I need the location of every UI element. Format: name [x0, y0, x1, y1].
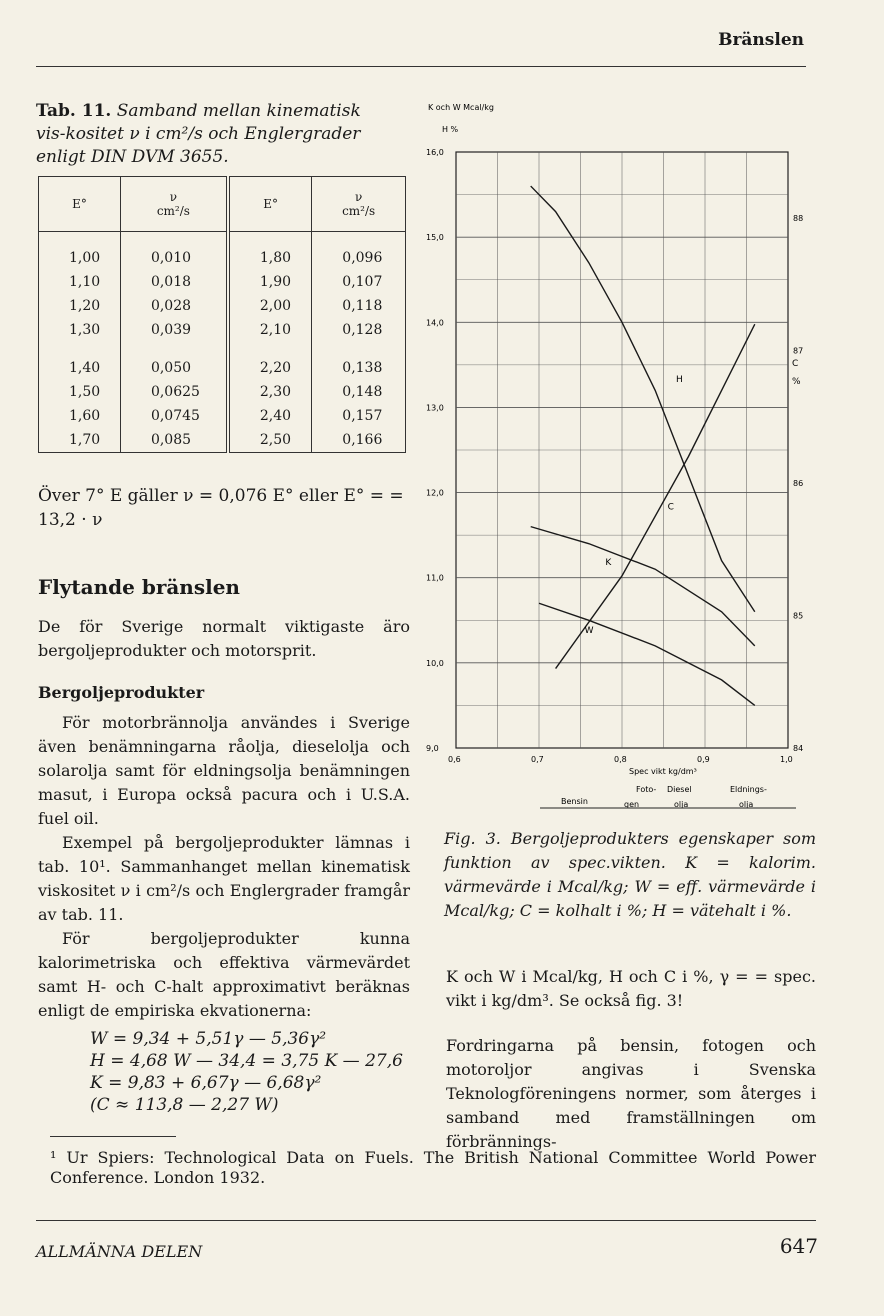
x-axis-label: Spec vikt kg/dm³ — [629, 767, 697, 776]
subsection-title: Bergoljeprodukter — [38, 683, 205, 702]
y2-tick-label: 87 — [793, 346, 804, 356]
table-cell: 0,166 — [312, 428, 406, 453]
y-tick-label: 10,0 — [426, 658, 444, 668]
table-cell: 1,90 — [228, 270, 312, 294]
table-title — [36, 100, 404, 169]
paragraph-3: För bergoljeprodukter kunna kalorimetriska och effektiva värmevärdet samt H- och C-halt approximativt beräknas enligt de empiriska ekvationerna: — [38, 929, 410, 1020]
right-paragraph-1: K och W i Mcal/kg, H och C i %, γ = = spec. vikt i kg/dm³. Se också fig. 3! — [446, 967, 816, 1010]
table-cell: 1,70 — [69, 432, 101, 448]
y2-tick-label: 88 — [793, 214, 804, 224]
table-cell: 0,039 — [120, 318, 227, 342]
page-number: 647 — [779, 1234, 818, 1258]
table-row — [39, 270, 406, 294]
col-header-E2: E° — [228, 177, 312, 232]
table-cell: 2,10 — [228, 318, 312, 342]
table-cell: 0,096 — [312, 232, 406, 271]
x-tick-label: 0,7 — [531, 755, 544, 764]
y-tick-label: 11,0 — [426, 573, 444, 583]
y2-axis-label-2: % — [792, 377, 801, 387]
table-header-row — [39, 177, 406, 232]
fuel-label-eldning-1: Eldnings- — [730, 785, 767, 794]
section-title: Flytande bränslen — [38, 575, 240, 599]
col-header-v: ν cm²/s — [120, 177, 227, 232]
table-cell: 0,085 — [120, 428, 227, 453]
y2-axis-label-1: C — [792, 359, 799, 369]
conversion-note: Över 7° E gäller ν = 0,076 E° eller E° = = 13,2 · ν — [38, 486, 404, 530]
y2-tick-label: 86 — [793, 479, 804, 489]
footer-rule — [36, 1220, 816, 1221]
equation: K = 9,83 + 6,67γ — 6,68γ² — [90, 1073, 322, 1093]
table-cell: 2,00 — [228, 294, 312, 318]
table-cell: 0,010 — [120, 232, 227, 271]
paragraph-2: Exempel på bergoljeprodukter lämnas i tab. 10¹. Sammanhanget mellan kinematisk viskositet ν i cm²/s och Englergrader framgår av tab. 11. — [38, 833, 410, 924]
y2-tick-label: 85 — [793, 611, 804, 621]
y-tick-label: 15,0 — [426, 233, 444, 243]
footer-section: ALLMÄNNA DELEN — [36, 1242, 203, 1261]
header-rule — [36, 66, 806, 67]
series-C-line — [556, 324, 755, 668]
table-cell: 0,050 — [120, 342, 227, 380]
footnote: ¹ Ur Spiers: Technological Data on Fuels. The British National Committee World Power Conference. London 1932. — [50, 1148, 816, 1187]
series-K-label: K — [605, 557, 612, 568]
col-header-v2: ν cm²/s — [312, 177, 406, 232]
x-tick-label: 0,8 — [614, 755, 627, 764]
table-cell: 1,50 — [69, 384, 101, 400]
series-H-line — [531, 186, 755, 612]
fuel-label-eldning-2: olja — [739, 800, 754, 809]
table-cell: 0,0625 — [120, 380, 227, 404]
y-tick-label: 14,0 — [426, 318, 444, 328]
table-cell: 0,018 — [120, 270, 227, 294]
table-row — [39, 232, 406, 271]
fuel-label-fotogen-2: gen — [624, 800, 640, 809]
equation: (C ≈ 113,8 — 2,27 W) — [90, 1095, 279, 1115]
fuel-label-bensin: Bensin — [561, 797, 588, 806]
table-row — [39, 294, 406, 318]
y-axis-label-2: H % — [442, 125, 459, 134]
col-header-E: E° — [39, 177, 121, 232]
equation: W = 9,34 + 5,51γ — 5,36γ² — [90, 1029, 327, 1049]
table-cell: 1,80 — [228, 232, 312, 271]
table-cell: 0,157 — [312, 404, 406, 428]
x-tick-label: 0,9 — [697, 755, 710, 764]
y-axis-label-1: K och W Mcal/kg — [428, 103, 494, 112]
y-tick-label: 12,0 — [426, 488, 444, 498]
table-cell: 1,30 — [69, 322, 101, 338]
table-caption: Samband mellan kinematisk vis‑kositet ν i cm²/s och Englergrader enligt DIN DVM 3655. — [36, 101, 361, 167]
y2-tick-label: 84 — [793, 744, 804, 753]
table-cell: 0,138 — [312, 342, 406, 380]
table-cell: 2,20 — [228, 342, 312, 380]
series-C-label: C — [667, 502, 674, 513]
fuel-properties-chart — [424, 96, 816, 820]
table-cell: 2,40 — [228, 404, 312, 428]
table-cell: 1,60 — [69, 408, 101, 424]
series-H-label: H — [675, 374, 683, 385]
figure-caption: Fig. 3. Bergoljeprodukters egenskaper som funktion av spec.vikten. K = kalorim. värmevärde i Mcal/kg; W = eff. värmevärde i Mcal/kg; C = kolhalt i %; H = vätehalt i %. — [444, 829, 816, 920]
series-W-line — [539, 603, 755, 705]
x-tick-label: 1,0 — [780, 755, 793, 764]
intro-paragraph: De för Sverige normalt viktigaste äro bergoljeprodukter och motorsprit. — [38, 617, 410, 660]
footnote-rule — [50, 1136, 176, 1137]
table-cell: 0,148 — [312, 380, 406, 404]
table-row — [39, 318, 406, 342]
y-tick-label: 9,0 — [426, 744, 439, 753]
x-tick-label: 0,6 — [448, 755, 461, 764]
running-header: Bränslen — [718, 30, 804, 50]
table-cell: 1,00 — [69, 250, 101, 266]
table-cell: 2,50 — [228, 428, 312, 453]
table-row — [39, 428, 406, 453]
table-cell: 1,40 — [69, 360, 101, 376]
y-tick-label: 16,0 — [426, 148, 444, 157]
table-cell: 0,128 — [312, 318, 406, 342]
table-cell: 0,118 — [312, 294, 406, 318]
series-K-line — [531, 527, 755, 646]
fuel-label-diesel-2: olja — [674, 800, 689, 809]
table-row — [39, 380, 406, 404]
table-cell: 1,20 — [69, 298, 101, 314]
table-row — [39, 404, 406, 428]
table-row — [39, 342, 406, 380]
viscosity-table — [38, 176, 406, 453]
y-tick-label: 13,0 — [426, 403, 444, 413]
table-cell: 0,028 — [120, 294, 227, 318]
right-paragraph-2: Fordringarna på bensin, fotogen och motoroljor angivas i Svenska Teknologföreningens normer, som återges i samband med framställningen om förbrännings- — [446, 1036, 816, 1151]
table-label: Tab. 11. — [36, 101, 112, 121]
fuel-label-diesel-1: Diesel — [667, 785, 692, 794]
table-cell: 0,107 — [312, 270, 406, 294]
fuel-label-fotogen-1: Foto- — [636, 785, 657, 794]
series-W-label: W — [584, 626, 594, 637]
table-cell: 1,10 — [69, 274, 101, 290]
equation: H = 4,68 W — 34,4 = 3,75 K — 27,6 — [90, 1051, 403, 1071]
table-cell: 2,30 — [228, 380, 312, 404]
equations — [90, 1028, 403, 1116]
paragraph-1: För motorbrännolja användes i Sverige även benämningarna råolja, dieselolja och solarolja samt för eldningsolja benämningen masut, i Europa också pacura och i U.S.A. fuel oil. — [38, 713, 410, 828]
table-cell: 0,0745 — [120, 404, 227, 428]
